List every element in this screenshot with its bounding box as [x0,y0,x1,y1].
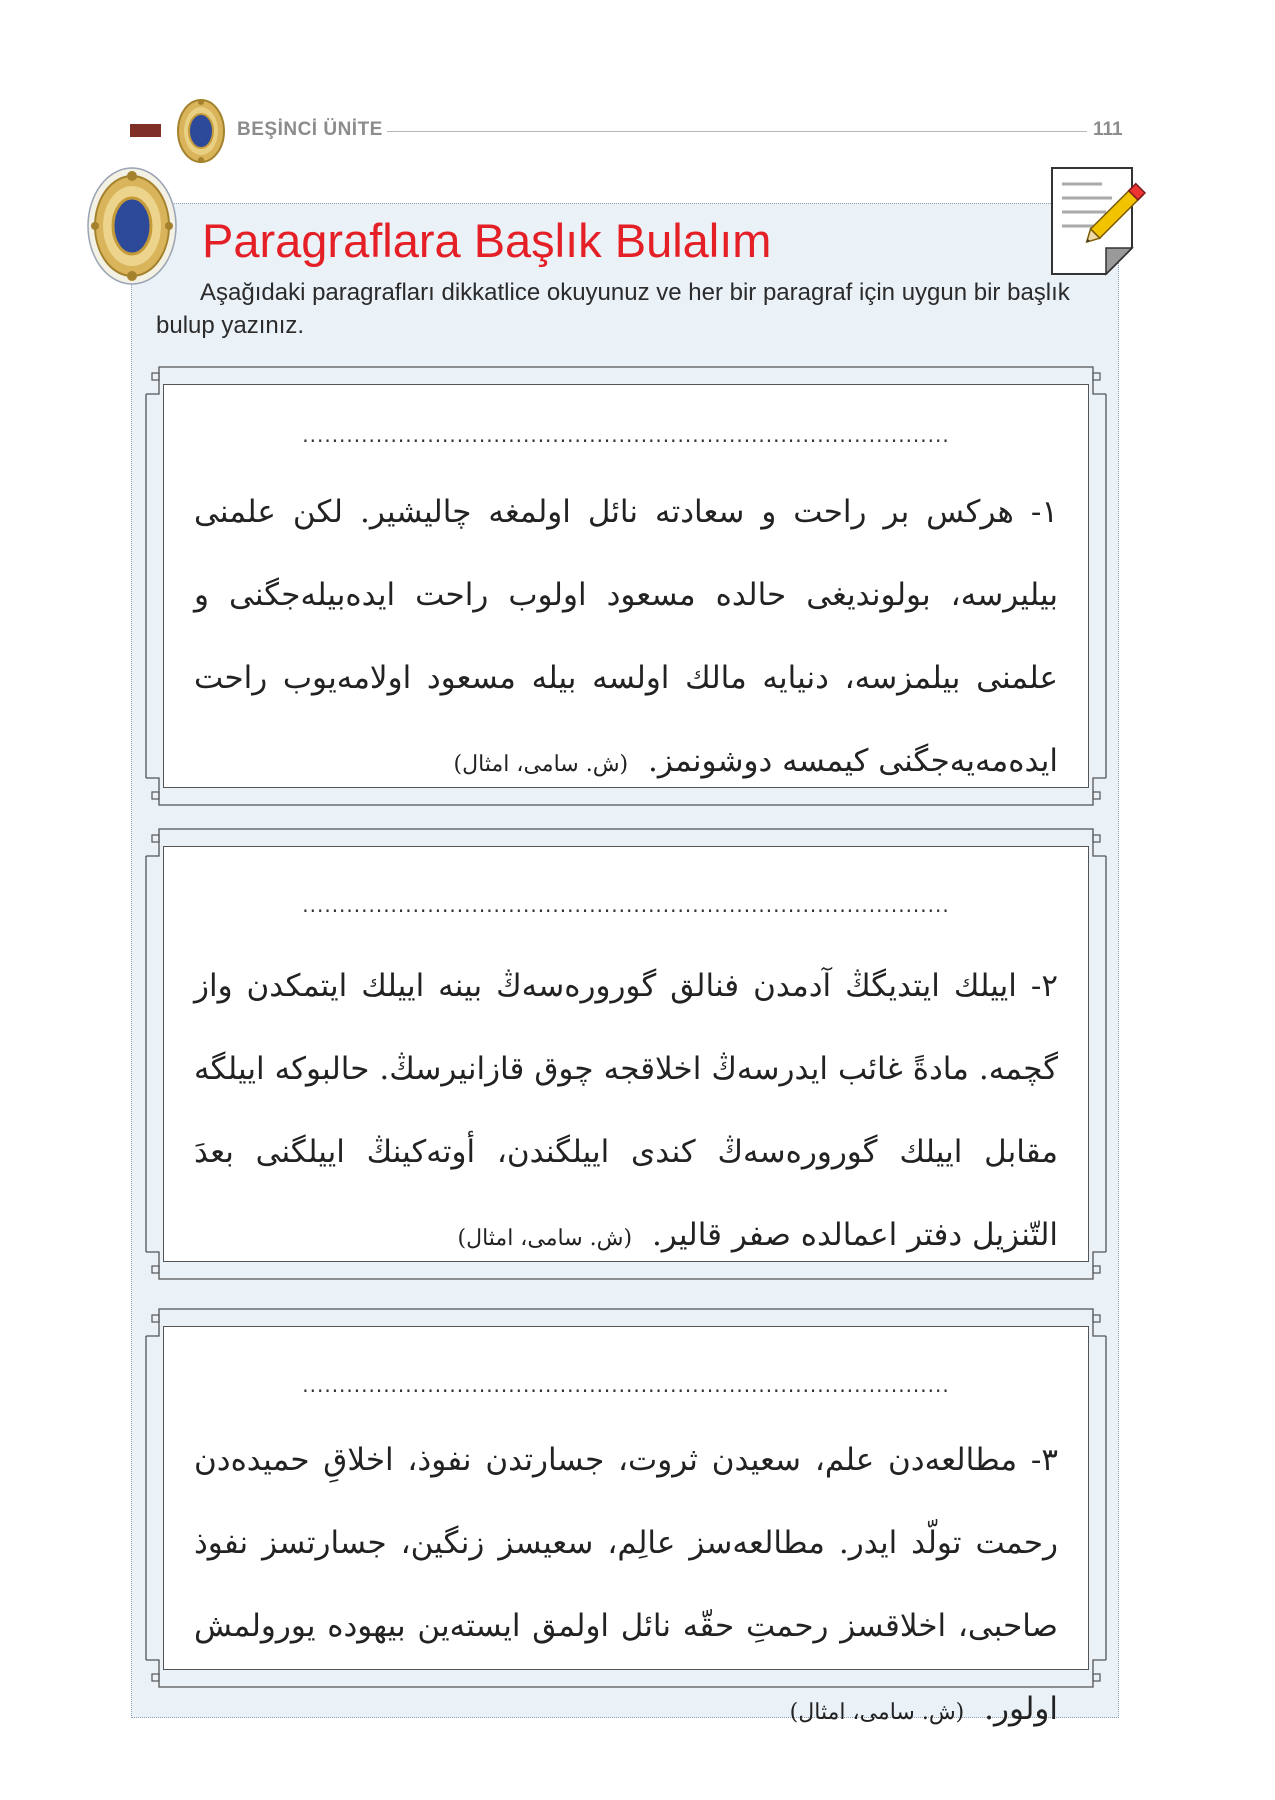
paragraph-frame-3 [145,1308,1107,1727]
header-rule [387,131,1087,132]
ornament-medallion-icon [176,98,226,164]
paragraph-source: (ش. سامى، امثال) [457,1226,633,1251]
title-blank-line[interactable]: ........................................................................................ [302,423,950,447]
paragraph-text [194,945,1058,1280]
header-bar [130,124,161,137]
paragraph-body: ٢- اييلك ايتديگڭ آدمدن فنالق گوروره‌سه‌ڭ بينه اييلك ايتمكدن واز گچمه. مادةً غائب ايدرسه‌ڭ اخلاقجه چوق قازانيرسڭ. حالبوكه اييلگه مقابل اييلك گوروره‌سه‌ڭ كندى اييلگندن، أوته‌كينڭ اييلگنى بعدَ التّنزيل دفتر اعمالده صفر قالير. [194,968,1058,1253]
page-number: 111 [1093,119,1123,140]
paragraph-frame-2 [145,828,1107,1280]
paragraph-box [163,1326,1089,1727]
paragraph-text [194,471,1058,806]
ornament-medallion-icon [86,166,178,286]
paragraph-source: (ش. سامى، امثال) [789,1700,965,1725]
paragraph-frame-1 [145,366,1107,806]
paragraph-box [163,384,1089,788]
paragraph-body: ١- هركس بر راحت و سعادته نائل اولمغه چاليشير. لكن علمنى بيليرسه، بولونديغى حالده مسعود اولوب راحت ايده‌بيله‌جگنى و علمنى بيلمزسه، دنيايه مالك اولسه بيله مسعود اولامه‌يوب راحت ايده‌مه‌يه‌جگنى كيمسه دوشونمز. [194,494,1058,779]
paragraph-text [194,1419,1058,1754]
paragraph-source: (ش. سامى، امثال) [453,752,629,777]
paragraph-body: ٣- مطالعه‌دن علم، سعيدن ثروت، جسارتدن نفوذ، اخلاقِ حميده‌دن رحمت تولّد ايدر. مطالعه‌سز عالِم، سعيسز زنگين، جسارتسز نفوذ صاحبى، اخلاقسز رحمتِ حقّه نائل اولمق ايسته‌ين بيهوده يورولمش اولور. [194,1442,1058,1727]
unit-label: BEŞİNCİ ÜNİTE [237,119,383,140]
title-blank-line[interactable]: ........................................................................................ [302,893,950,917]
title-blank-line[interactable]: ........................................................................................ [302,1373,950,1397]
paragraph-box [163,846,1089,1262]
activity-instruction: Aşağıdaki paragrafları dikkatlice okuyunuz ve her bir paragraf için uygun bir başlık bulup yazınız. [156,279,1070,339]
note-pencil-icon [1046,162,1158,280]
activity-title: Paragraflara Başlık Bulalım [202,214,772,267]
